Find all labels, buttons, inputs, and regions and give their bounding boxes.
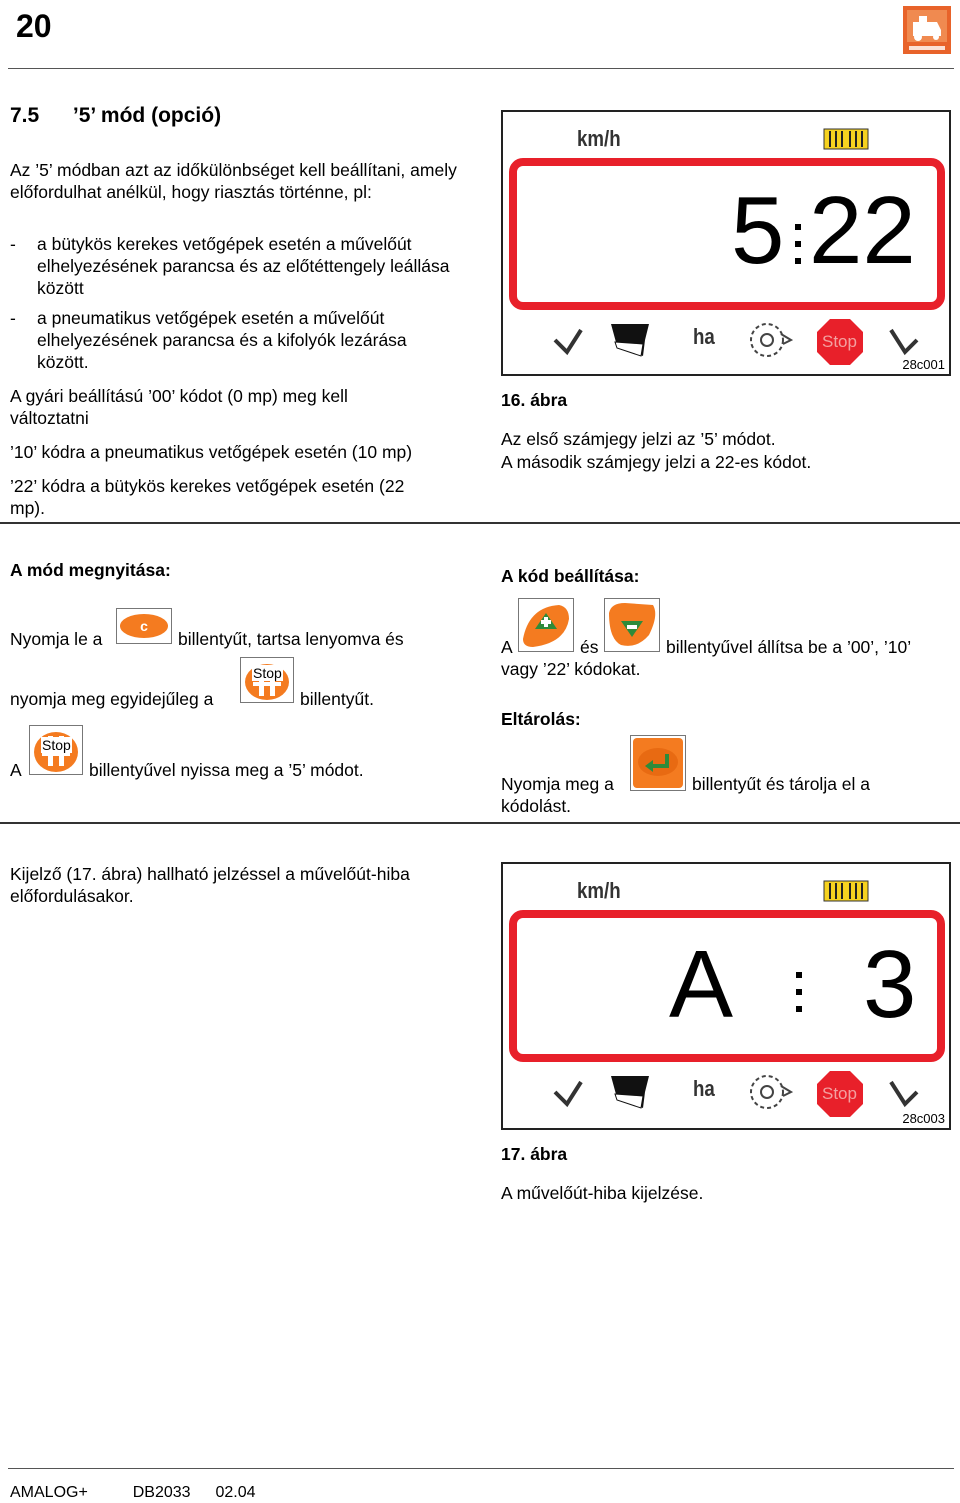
set-line-a: A [501,637,513,657]
store-heading: Eltárolás: [501,709,581,729]
stop-key-button[interactable] [240,657,294,703]
wheel-rotation-icon [747,320,793,365]
store-line-a: Nyomja meg a [501,774,614,794]
open-line1-a: Nyomja le a [10,629,103,649]
stop-sign-icon [815,317,865,372]
footer [10,1483,256,1503]
alarm-text: Kijelző (17. ábra) hallható jelzéssel a művelőút-hiba előfordulásakor. [10,864,410,906]
c-key-button[interactable] [116,608,172,644]
footer-date: 02.04 [215,1484,256,1501]
footer-doc: DB2033 [132,1484,191,1501]
footer-product: AMALOG+ [10,1484,88,1501]
store-line-c: kódolást. [501,796,572,816]
checkmark-left-icon [551,324,585,363]
open-line3-a: A [10,760,22,780]
figure-code: 28c003 [902,1111,945,1126]
open-mode-heading: A mód megnyitása: [10,560,171,580]
set-line-c: billentyűvel állítsa be a ’00’, ’10’ [666,637,912,657]
down-key-button[interactable] [604,598,660,652]
hopper-icon [609,322,651,363]
kmh-label: km/h [577,126,621,151]
figure17-caption: 17. ábra [501,1144,568,1164]
intro-text: Az ’5’ módban azt az időkülönbséget kell beállítani, amely előfordulhat anélkül, hogy riasztás történne, pl: [10,160,457,202]
ha-label: ha [693,1076,715,1101]
section-heading: ’5’ mód (opció) [72,104,222,127]
display-digit-left: 5 [731,177,785,284]
factory-text: A gyári beállítású ’00’ kódot (0 mp) meg kell változtatni [10,386,348,428]
store-line-b: billentyűt és tárolja el a [692,774,871,794]
section-divider [0,822,960,824]
checkmark-left-icon [551,1076,585,1115]
display-colon-icon [794,224,802,269]
hopper-icon [609,1074,651,1115]
section-number: 7.5 [10,104,40,127]
figure16-desc1: Az első számjegy jelzi az ’5’ módot. [501,429,776,449]
bullet-dash: - [10,308,16,328]
wheel-rotation-icon [747,1072,793,1117]
svg-text:c: c [140,618,148,634]
figure-code: 28c001 [902,357,945,372]
code22-text: ’22’ kódra a bütykös kerekes vetőgépek esetén (22 mp). [10,476,405,518]
set-line-d: vagy ’22’ kódokat. [501,659,641,679]
amazone-logo-icon [903,6,951,54]
open-line1-b: billentyűt, tartsa lenyomva és [178,629,404,649]
lcd-display-fig16 [501,110,951,376]
set-code-heading: A kód beállítása: [501,566,640,586]
bullet-text: a bütykös kerekes vetőgépek esetén a művelőút elhelyezésének parancsa és az előtéttengely leállása között [37,234,450,298]
display-digit: 3 [863,931,917,1038]
tramline-icon [823,880,869,907]
enter-key-button[interactable] [630,735,686,791]
figure16-caption: 16. ábra [501,390,568,410]
list-item [10,233,460,299]
open-line2-b: billentyűt. [300,689,374,709]
list-item [10,307,460,373]
bullet-list [10,233,460,373]
stop-text: Stop [822,332,857,351]
set-line-b: és [580,637,599,657]
bullet-dash: - [10,234,16,254]
page-number: 20 [16,8,52,44]
section-title [10,104,221,128]
bullet-text: a pneumatikus vetőgépek esetén a művelőút elhelyezésének parancsa és a kifolyók lezárása között. [37,308,407,372]
open-line2-a: nyomja meg egyidejűleg a [10,689,214,709]
figure16-desc2: A második számjegy jelzi a 22-es kódot. [501,452,812,472]
code10-text: ’10’ kódra a pneumatikus vetőgépek esetén (10 mp) [10,442,413,462]
ha-label: ha [693,324,715,349]
stop-key-text: Stop [42,737,71,753]
lcd-display-fig17 [501,862,951,1130]
up-key-button[interactable] [518,598,574,652]
stop-key-button[interactable] [29,725,83,775]
figure17-desc: A művelőút-hiba kijelzése. [501,1183,704,1203]
stop-key-text: Stop [253,665,282,681]
display-letter: A [669,931,734,1038]
footer-rule [8,1468,954,1469]
display-colon-icon [795,972,803,1017]
header-rule [8,68,954,69]
stop-text: Stop [822,1084,857,1103]
display-digits-right: 22 [809,177,916,284]
stop-sign-icon [815,1069,865,1124]
checkmark-right-icon [887,1076,921,1115]
tramline-icon [823,128,869,155]
open-line3-b: billentyűvel nyissa meg a ’5’ módot. [89,760,364,780]
kmh-label: km/h [577,878,621,903]
section-divider [0,522,960,524]
